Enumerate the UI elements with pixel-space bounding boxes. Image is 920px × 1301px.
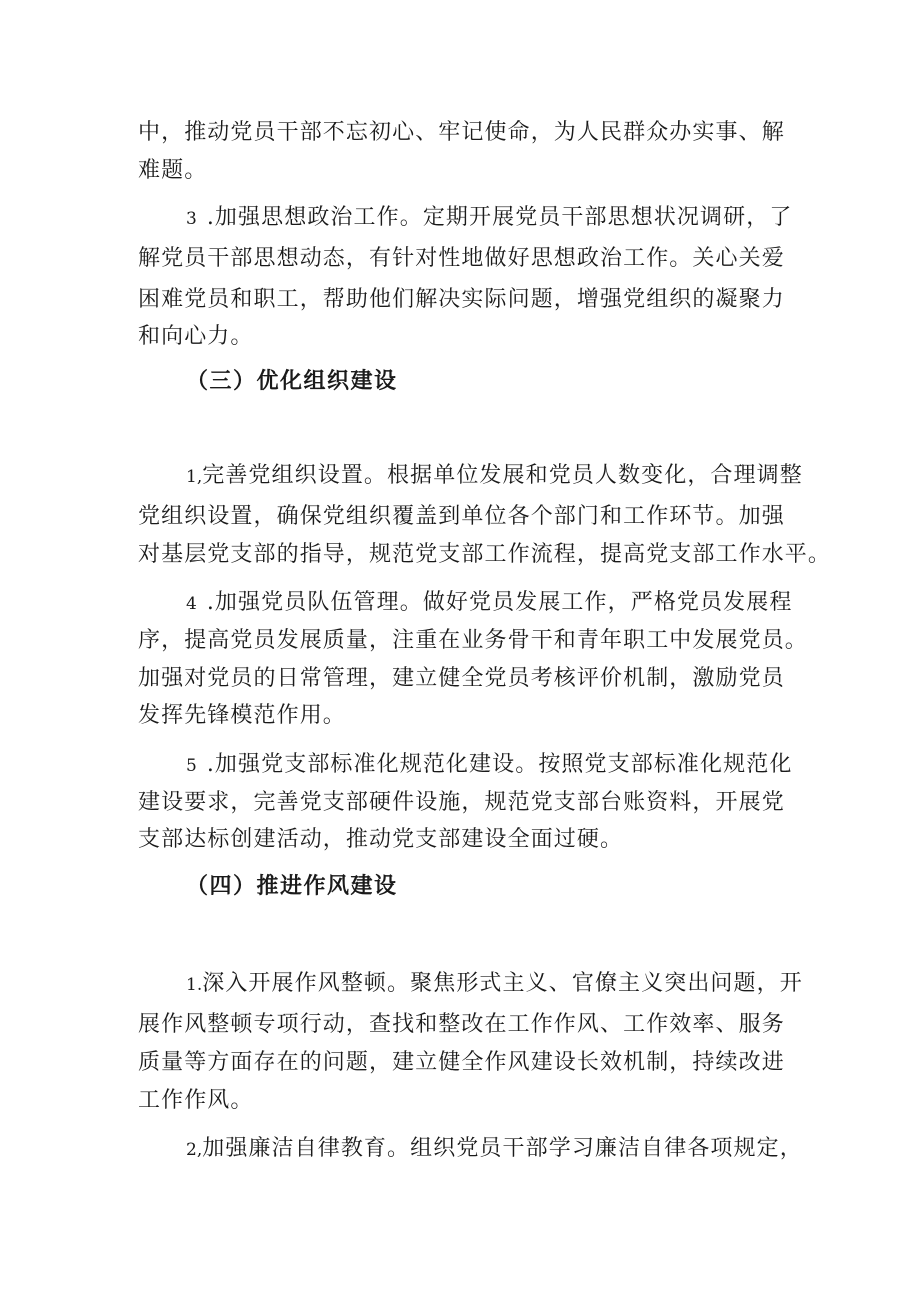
paragraph-first-line: [186, 970, 803, 998]
paragraph-line: 发挥先锋模范作用。: [138, 703, 346, 728]
paragraph-line: 困难党员和职工，帮助他们解决实际问题，增强党组织的凝聚力: [138, 287, 785, 312]
paragraph-line: 难题。: [138, 158, 208, 183]
paragraph-text: 深入开展作风整顿。聚焦形式主义、官僚主义突出问题，开: [202, 971, 803, 996]
item-number: 4: [186, 594, 197, 614]
paragraph-text: 加强廉洁自律教育。组织党员干部学习廉洁自律各项规定，: [202, 1136, 803, 1161]
paragraph-text: .加强思想政治工作。定期开展党员干部思想状况调研，了: [206, 205, 793, 230]
paragraph-first-line: [186, 751, 798, 779]
section-heading: （三）优化组织建设: [186, 369, 398, 394]
paragraph-line: 解党员干部思想动态，有针对性地做好思想政治工作。关心关爱: [138, 246, 785, 271]
paragraph-first-line: [186, 1135, 803, 1163]
paragraph-line: 加强对党员的日常管理，建立健全党员考核评价机制，激励党员: [138, 666, 785, 691]
paragraph-first-line: [186, 589, 798, 617]
item-number: 2,: [186, 1140, 203, 1160]
section-heading: （四）推进作风建设: [186, 874, 398, 899]
paragraph-text: 完善党组织设置。根据单位发展和党员人数变化，合理调整: [202, 463, 803, 488]
paragraph-line: 党组织设置，确保党组织覆盖到单位各个部门和工作环节。加强: [138, 504, 785, 529]
paragraph-line: 展作风整顿专项行动，查找和整改在工作作风、工作效率、服务: [138, 1012, 785, 1037]
paragraph-line: 对基层党支部的指导，规范党支部工作流程，提高党支部工作水平。: [138, 542, 832, 567]
item-number: 5: [186, 756, 197, 776]
paragraph-line: 中，推动党员干部不忘初心、牢记使命，为人民群众办实事、解: [138, 120, 785, 145]
item-number: 1,: [186, 467, 203, 487]
paragraph-first-line: [186, 204, 798, 232]
paragraph-line: 工作作风。: [138, 1088, 254, 1113]
paragraph-line: 支部达标创建活动，推动党支部建设全面过硬。: [138, 827, 624, 852]
item-number: 1.: [186, 975, 203, 995]
paragraph-line: 序，提高党员发展质量，注重在业务骨干和青年职工中发展党员。: [138, 628, 808, 653]
paragraph-first-line: [186, 462, 803, 490]
paragraph-text: .加强党支部标准化规范化建设。按照党支部标准化规范化: [206, 752, 793, 777]
paragraph-text: .加强党员队伍管理。做好党员发展工作，严格党员发展程: [206, 590, 793, 615]
paragraph-line: 质量等方面存在的问题，建立健全作风建设长效机制，持续改进: [138, 1050, 785, 1075]
item-number: 3: [186, 209, 197, 229]
paragraph-line: 和向心力。: [138, 324, 254, 349]
paragraph-line: 建设要求，完善党支部硬件设施，规范党支部台账资料，开展党: [138, 790, 785, 815]
